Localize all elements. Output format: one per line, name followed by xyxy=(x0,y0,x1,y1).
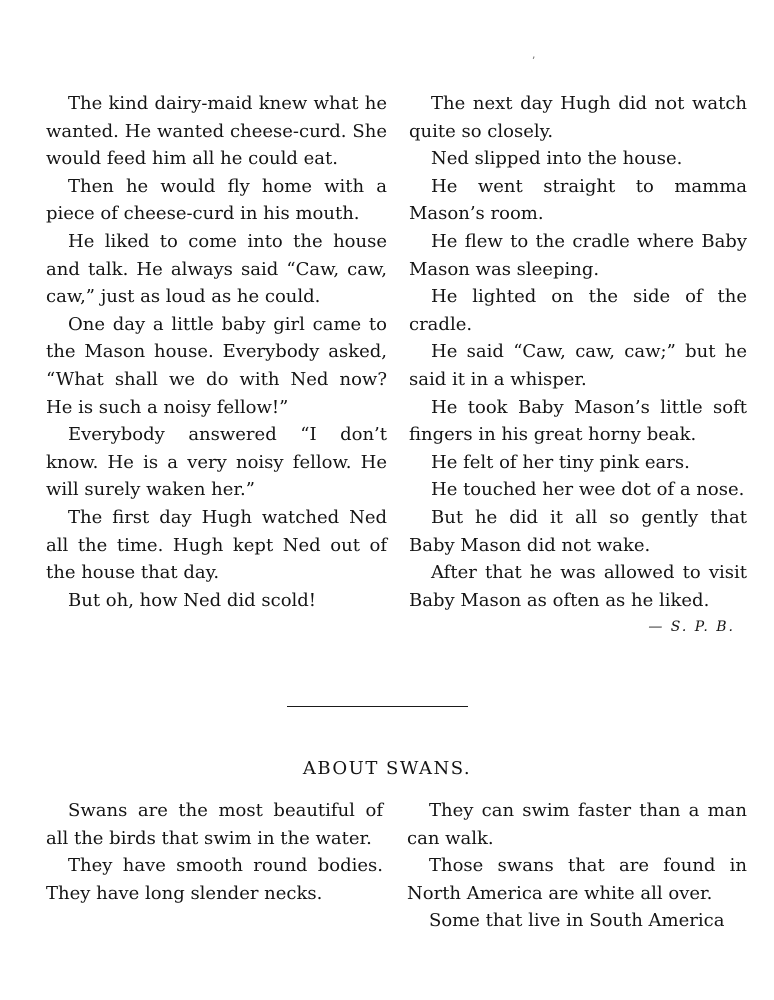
paragraph: He liked to come into the house and talk. He always said “Caw, caw, caw,” just as loud as he could. xyxy=(46,230,387,308)
paragraph: The next day Hugh did not watch quite so closely. xyxy=(409,93,747,142)
section-title: ABOUT SWANS. xyxy=(302,758,472,779)
paragraph: They have smooth round bodies. They have long slender necks. xyxy=(46,855,383,904)
paragraph: Everybody answered “I don’t know. He is a very noisy fellow. He will surely waken her.” xyxy=(46,424,387,501)
paragraph: He touched her wee dot of a nose. xyxy=(431,479,745,501)
paragraph: He felt of her tiny pink ears. xyxy=(431,451,690,473)
paragraph: The first day Hugh watched Ned all the time. Hugh kept Ned out of the house that day. xyxy=(46,506,387,584)
paragraph: Swans are the most beautiful of all the birds that swim in the water. xyxy=(46,800,383,849)
paragraph: They can swim faster than a man can walk. xyxy=(407,800,747,849)
paragraph: He said “Caw, caw, caw;” but he said it in a whisper. xyxy=(409,341,747,390)
swans-right-column xyxy=(407,797,747,935)
paragraph: He went straight to mamma Mason’s room. xyxy=(409,175,747,225)
story-right-column xyxy=(409,90,747,642)
print-speck: ’ xyxy=(532,56,536,67)
paragraph: Ned slipped into the house. xyxy=(431,148,683,170)
paragraph: He flew to the cradle where Baby Mason was sleeping. xyxy=(409,230,747,280)
author-signature: — S. P. B. xyxy=(648,619,735,636)
section-divider xyxy=(287,706,468,707)
story-left-column xyxy=(46,90,387,614)
paragraph: Some that live in South America xyxy=(429,910,725,932)
paragraph: He took Baby Mason’s little soft fingers in his great horny beak. xyxy=(409,396,747,446)
paragraph: One day a little baby girl came to the Mason house. Everybody asked, “What shall we do with Ned now? He is such a noisy fellow!” xyxy=(46,313,387,418)
paragraph: But he did it all so gently that Baby Mason did not wake. xyxy=(409,506,747,556)
swans-left-column xyxy=(46,797,383,907)
paragraph: Then he would fly home with a piece of cheese-curd in his mouth. xyxy=(46,175,387,225)
paragraph: The kind dairy-maid knew what he wanted. He wanted cheese-curd. She would feed him all he could eat. xyxy=(46,93,387,170)
paragraph: After that he was allowed to visit Baby Mason as often as he liked. xyxy=(409,562,747,611)
paragraph: He lighted on the side of the cradle. xyxy=(409,286,747,335)
paragraph: Those swans that are found in North America are white all over. xyxy=(407,855,747,904)
paragraph: But oh, how Ned did scold! xyxy=(68,589,317,611)
